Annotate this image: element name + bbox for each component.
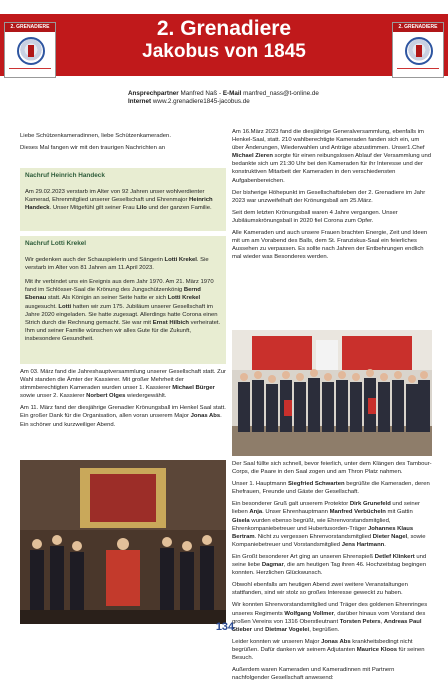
contact-label: Ansprechpartner xyxy=(128,90,179,97)
name: Wolfgang Vollmer xyxy=(284,610,334,617)
logo-text: 2. GRENADIERE xyxy=(5,23,55,32)
text: Mit ihr verbindet uns ein Ereignis aus dem Jahr 1970. Am 21. März 1970 fand im Schlösser-Saal die Krönung des Jungschützenkönig xyxy=(25,279,214,294)
right-column-top xyxy=(232,128,432,265)
paragraph: Außerdem waren Kameraden und Kameradinnen mit Partnern nachfolgender Gesellschaft anwesend: xyxy=(232,667,395,682)
obituary-box-handeck xyxy=(20,168,226,231)
name: Dieter Nagel xyxy=(372,533,408,540)
name: Norbert Olges xyxy=(86,393,126,400)
banner-title xyxy=(0,17,448,62)
right-column-bottom xyxy=(232,460,432,686)
name: Dagmar xyxy=(261,562,284,569)
name: Manfred Verbücheln xyxy=(329,509,386,516)
text: wiedergewählt. xyxy=(125,393,167,400)
seal-icon xyxy=(405,37,433,65)
web-link[interactable]: www.2.grenadiere1845-jacobus.de xyxy=(152,98,250,106)
web-label: Internet xyxy=(128,98,152,106)
paragraph: Liebe Schützenkameradinnen, liebe Schützenkameraden. xyxy=(20,133,171,139)
name: Maurice Kloos xyxy=(356,646,398,653)
text: , xyxy=(380,618,384,625)
name: Heinrich Handeck xyxy=(25,197,213,212)
name: Dietmar Vogelei xyxy=(265,626,310,633)
text: krankheitsbedingt nicht begrüßen. Dafür danken wir seinem Adjutanten xyxy=(232,638,413,653)
text: Wir gedenken auch der Schauspielerin und Sängerin xyxy=(25,257,165,264)
text: . Unser Mitgefühl gilt seiner Frau xyxy=(49,205,137,212)
contact-name: Manfred Naß xyxy=(180,90,218,97)
text: und seine liebe xyxy=(232,553,427,569)
name: Johannes Klaus Bertram xyxy=(232,525,414,540)
email-label: E-Mail xyxy=(222,90,242,97)
name: Detlef Klinkert xyxy=(374,553,415,560)
text: , darüber hinaus vom Vorstand des großen Vereins von 1316 Oberstleutnant xyxy=(232,610,426,625)
text: wurden ebenso begrüßt, wie Ehrenvorstandsmitglied, Ehrenkompaniebetreuer und Hubertusorden-Träger xyxy=(232,517,391,532)
ballroom-photo-image xyxy=(20,460,226,624)
group-photo xyxy=(232,330,432,456)
banner-title-line1: 2. Grenadiere xyxy=(156,17,292,40)
ballroom-photo xyxy=(20,460,226,624)
name: Anja xyxy=(249,509,263,516)
group-photo-image xyxy=(232,330,432,456)
name: Jonas Abs xyxy=(321,638,351,645)
left-column-middle xyxy=(20,368,226,433)
text: für seinen Besuch. xyxy=(232,646,425,661)
society-logo-right xyxy=(392,22,444,78)
name: Torsten Peters xyxy=(339,618,381,625)
header-banner xyxy=(0,14,448,76)
text: ausgesucht. xyxy=(25,303,59,310)
text: . Nicht zu vergessen Ehrenvorstandsmitglied xyxy=(254,533,373,540)
text: . Ein schöner und kurzweiliger Abend. xyxy=(20,413,222,428)
paragraph: Der bisherige Höhepunkt im Gesellschaftsleben der 2. Grenadiere im Jahr 2023 war unzweifelhaft der Krönungsball am 25.März. xyxy=(232,189,426,204)
obituary-heading: Nachruf Lotti Krekel xyxy=(25,240,87,247)
text: Leider konnten wir unseren Major xyxy=(232,638,322,645)
obituary-heading: Nachruf Heinrich Handeck xyxy=(25,172,105,179)
text: verheiratet. Ihm und seiner Familie wünschen wir alles Gute für die Zukunft, insbesondere Gesundheit. xyxy=(25,319,221,342)
text: sorgte für einen reibungslosen Ablauf der Versammlung und bedankte sich um 21:30 Uhr bei den Kameraden für ihr Interesse und der konstruktiven Mitarbeit der Kameraden in den verschiedensten Aufgabenbereichen. xyxy=(232,153,432,184)
name: Gisela xyxy=(232,517,250,524)
text: hatten wir zum 175. Jubiläum unserer Gesellschaft im Jahre 2020 eingeladen. Sie hatte zugesagt. Allerdings hatte Corona einen Strich durch die Rechnung gemacht. Sie war mit xyxy=(25,303,218,326)
text: Unser 1. Hauptmann xyxy=(232,481,288,488)
paragraph: Der Saal füllte sich schnell, bevor feierlich, unter dem Klängen des Tambour-Corps, die Paare in den Saal zogen und am Thron Platz nahmen. xyxy=(232,461,432,476)
text: , begrüßen. xyxy=(309,626,340,633)
name: Lotti Krekel xyxy=(164,257,197,264)
text: Am 11. März fand der diesjährige Grenadier Krönungsball im Henkel Saal statt. Ein großer Dank für die Organisation, allen voran unserem Major xyxy=(20,405,226,420)
name: Siegfried Schwarten xyxy=(288,481,345,488)
text: Wir konnten Ehrenvorstandsmitglied und Träger des goldenen Ehrenringes unseres Regiments xyxy=(232,602,428,617)
name: Lotti Krekel xyxy=(167,295,201,302)
text: und seiner lieben xyxy=(232,501,420,516)
text: . Unser Ehrenhauptmann xyxy=(262,509,330,516)
text: statt. Als Königin an seiner Seite hatte er sich xyxy=(46,295,168,302)
name: Lilo xyxy=(136,205,147,212)
paragraph: Seit dem letzten Krönungsball waren 4 Jahre vergangen. Unser Jubiläumskrönungsball in 2020 fiel Corona zum Opfer. xyxy=(232,209,398,224)
name: Lotti xyxy=(58,303,72,310)
text: mit Gattin xyxy=(385,509,413,516)
logo-text: 2. GRENADIERE xyxy=(393,23,443,32)
text: , die am heutigen Tag ihren 46. Hochzeitstag begingen konnten. Herzlichen Glückwunsch. xyxy=(232,562,427,577)
name: Andreas Paul Stieber xyxy=(232,618,422,633)
name: Michael Bürger xyxy=(172,385,215,392)
paragraph: Obwohl ebenfalls am heutigen Abend zwei weitere Veranstaltungen stattfanden, sind wir stolz so großes Interesse geweckt zu haben. xyxy=(232,582,408,597)
name: Dirk Grunefeld xyxy=(349,501,391,508)
text: Ein Großt besonderer Art ging an unseren Ehrenspieß xyxy=(232,553,375,560)
page-number: 134 xyxy=(215,621,235,633)
text: Am 03. März fand die Jahreshauptversammlung unserer Gesellschaft statt. Zur Wahl standen die Ämter der Kassierer. Mit großer Mehrheit der stimmberechtigten Kameraden wurden unser 1. Kassierer xyxy=(20,369,226,392)
society-logo-left xyxy=(4,22,56,78)
text: sowie unser 2. Kassierer xyxy=(20,393,87,400)
obituary-box-krekel xyxy=(20,236,226,364)
paragraph: Alle Kameraden und auch unsere Frauen brachten Energie, Zeit und Ideen mit um am Vorabend des Balls, dem St. Franziskus-Saal ein feierliches Aussehen zu verpassen. Es sollte nach Jahren der Entbehrungen endlich mal wieder was Besonderes werden. xyxy=(232,230,428,261)
name: Ernst Hilbich xyxy=(152,319,190,326)
contact-block: Ansprechpartner Manfred Naß - E-Mail manfred_nass@t-online.de Internet www.2.grenadiere1845-jacobus.de xyxy=(128,90,319,106)
paragraph: Dieses Mal fangen wir mit den traurigen Nachrichten an xyxy=(20,145,166,152)
email-link[interactable]: manfred_nass@t-online.de xyxy=(243,90,319,97)
seal-icon xyxy=(17,37,45,65)
text: begrüßte die Kameraden, deren Ehefrauen, Freunde und Gäste der Gesellschaft. xyxy=(232,481,430,496)
banner-title-line2: Jakobus von 1845 xyxy=(142,40,306,62)
text: , sowie Kompaniebetreuer und Vorstandsmitglied xyxy=(232,533,426,548)
text: Am 29.02.2023 verstarb im Alter von 92 Jahren unser wohlverdienter Kamerad, Ehrenmitglied unserer Gesellschaft und Ehrenmajor xyxy=(25,189,205,204)
left-column-intro xyxy=(20,132,226,156)
text: . xyxy=(384,541,386,548)
text: . Sie verstarb im Alter von 81 Jahren am 11.April 2023. xyxy=(25,257,209,272)
name: Michael Zieren xyxy=(232,153,273,160)
name: Jonas Abs xyxy=(190,413,221,420)
text: und xyxy=(251,626,266,633)
text: Ein besonderer Gruß galt unserem Protektor xyxy=(232,501,350,508)
name: Bernd Ebenau xyxy=(25,287,201,302)
text: und der ganzen Familie. xyxy=(146,205,212,212)
text: Am 16.März 2023 fand die diesjährige Generalversammlung, ebenfalls im Henkel-Saal, statt. 210 wahlberechtigte Kameraden fanden sich ein, um über Änderungen, Wiederwahlen und Anträge abzustimmen. Unser1.Chef xyxy=(232,129,425,152)
name: Jens Hartmann xyxy=(341,541,385,548)
